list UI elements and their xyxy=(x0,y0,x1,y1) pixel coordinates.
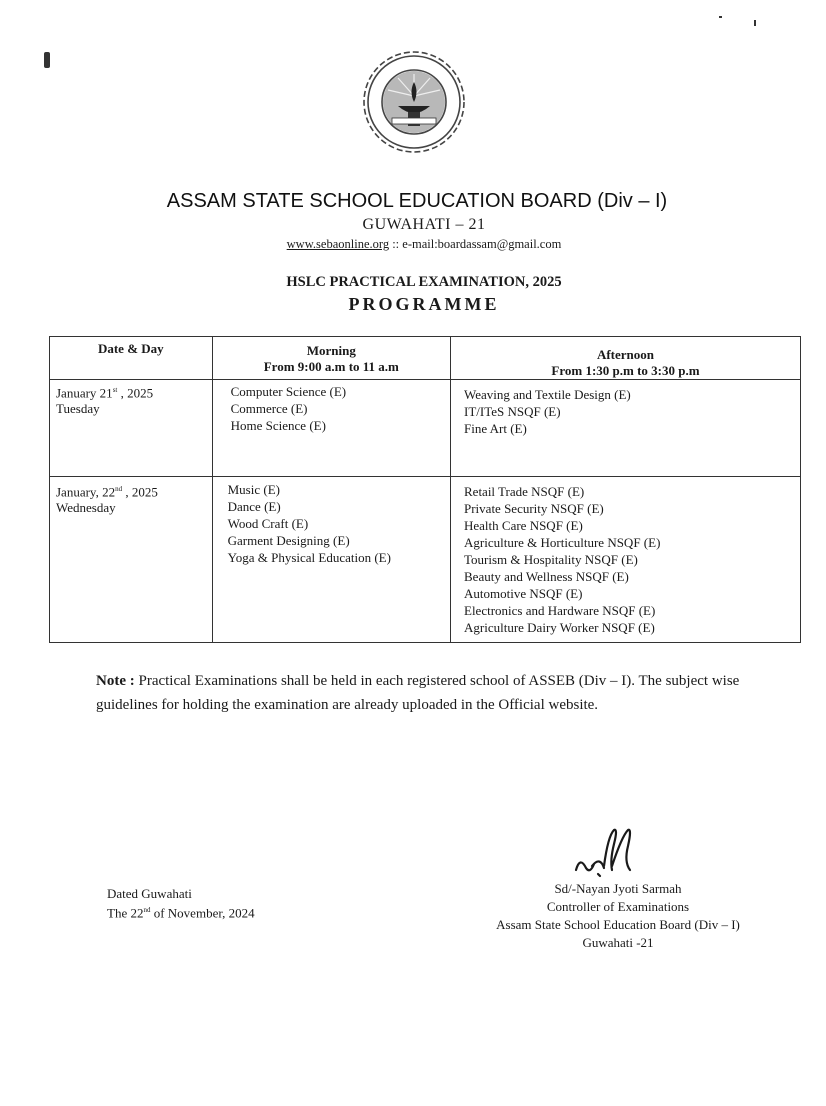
afternoon-subjects-cell xyxy=(451,380,801,477)
day-name: Wednesday xyxy=(56,500,116,516)
header-afternoon xyxy=(451,337,801,380)
subject-item: Weaving and Textile Design (E) xyxy=(464,387,631,402)
contact-line xyxy=(0,237,826,252)
subject-item: Health Care NSQF (E) xyxy=(464,518,583,533)
afternoon-time: From 1:30 p.m to 3:30 p.m xyxy=(551,363,700,378)
subject-item: Dance (E) xyxy=(227,499,281,514)
table-header-row xyxy=(50,337,801,380)
subject-item: IT/ITeS NSQF (E) xyxy=(464,404,561,419)
subject-item: Wood Craft (E) xyxy=(227,516,309,531)
date-cell: January, 22nd , 2025 Wednesday xyxy=(50,477,213,643)
scan-mark xyxy=(719,16,722,18)
programme-heading: PROGRAMME xyxy=(348,294,500,314)
table-row xyxy=(50,380,801,477)
signature-icon xyxy=(570,826,640,878)
dated-place: Dated Guwahati xyxy=(107,886,192,901)
org-city: GUWAHATI – 21 xyxy=(362,216,486,233)
subject-item: Garment Designing (E) xyxy=(227,533,350,548)
signatory-organization: Assam State School Education Board (Div – I) xyxy=(496,917,740,932)
signatory-block xyxy=(470,880,766,952)
note-paragraph xyxy=(96,669,756,717)
signatory-designation: Controller of Examinations xyxy=(546,899,690,914)
subject-item: Computer Science (E) xyxy=(230,384,347,399)
note-label: Note : xyxy=(96,673,135,689)
subject-item: Agriculture & Horticulture NSQF (E) xyxy=(464,535,661,550)
scan-mark xyxy=(754,20,756,26)
dated-date: The 22nd of November, 2024 xyxy=(107,905,255,921)
subject-item: Home Science (E) xyxy=(230,418,326,433)
morning-subjects-cell xyxy=(212,380,450,477)
subject-item: Retail Trade NSQF (E) xyxy=(464,484,585,499)
header-morning xyxy=(212,337,450,380)
morning-time: From 9:00 a.m to 11 a.m xyxy=(263,359,399,374)
morning-subjects-cell xyxy=(212,477,450,643)
schedule-table xyxy=(49,336,801,643)
org-title: ASSAM STATE SCHOOL EDUCATION BOARD (Div – I) xyxy=(166,190,668,212)
subject-item: Yoga & Physical Education (E) xyxy=(227,550,391,565)
note-text: Practical Examinations shall be held in each registered school of ASSEB (Div – I). The subject wise guidelines for holding the examination are already uploaded in the Official website. xyxy=(96,673,740,713)
signatory-name: Sd/-Nayan Jyoti Sarmah xyxy=(554,881,682,896)
subject-item: Fine Art (E) xyxy=(464,421,527,436)
table-row xyxy=(50,477,801,643)
subject-item: Tourism & Hospitality NSQF (E) xyxy=(464,552,638,567)
website-link[interactable]: www.sebaonline.org xyxy=(286,237,390,251)
day-name: Tuesday xyxy=(56,401,100,417)
afternoon-subjects-cell xyxy=(451,477,801,643)
subject-item: Automotive NSQF (E) xyxy=(464,586,583,601)
header-date-day: Date & Day xyxy=(50,337,213,380)
contact-separator: :: xyxy=(389,237,403,251)
subject-item: Music (E) xyxy=(227,482,280,497)
subject-item: Private Security NSQF (E) xyxy=(464,501,604,516)
date-cell: January 21st , 2025 Tuesday xyxy=(50,380,213,477)
exam-title: HSLC PRACTICAL EXAMINATION, 2025 xyxy=(286,274,562,290)
morning-label: Morning xyxy=(306,343,356,358)
subject-item: Electronics and Hardware NSQF (E) xyxy=(464,603,656,618)
subject-item: Commerce (E) xyxy=(230,401,308,416)
subject-item: Beauty and Wellness NSQF (E) xyxy=(464,569,629,584)
board-emblem-icon xyxy=(358,46,470,158)
afternoon-label: Afternoon xyxy=(596,347,655,362)
signatory-location: Guwahati -21 xyxy=(582,935,654,950)
dated-block xyxy=(107,885,255,921)
email-text: e-mail:boardassam@gmail.com xyxy=(402,237,562,251)
subject-item: Agriculture Dairy Worker NSQF (E) xyxy=(464,620,655,635)
scan-mark xyxy=(44,52,50,68)
